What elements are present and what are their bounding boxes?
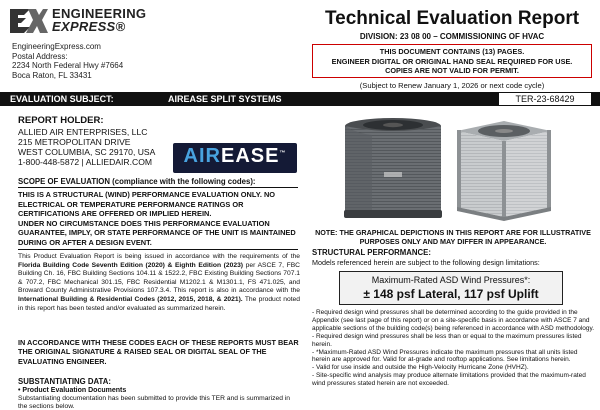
list-item: - Valid for use inside and outside the High-Velocity Hurricane Zone (HVHZ). (312, 364, 529, 372)
scope-structural-only: THIS IS A STRUCTURAL (WIND) PERFORMANCE EVALUATION ONLY. NO ELECTRICAL OR TEMPERATURE PERFORMANCE RATINGS OR CERTIFICATIONS ARE OFFERED OR IMPLIED HEREIN. (18, 190, 276, 219)
evaluation-subject-value: AIREASE SPLIT SYSTEMS (168, 94, 282, 104)
substantiating-bullet: • Product Evaluation Documents (18, 387, 127, 394)
scope-heading: SCOPE OF EVALUATION (compliance with the following codes): (18, 177, 256, 186)
scope-statements (18, 190, 300, 248)
permit-notice-box (312, 44, 592, 78)
scope-no-guarantee: UNDER NO CIRCUMSTANCE DOES THIS PERFORMANCE EVALUATION GUARANTEE, IMPLY, OR STATE PERFORMANCE OF THE UNIT IS MAINTAINED DURING OR AFTER A DESIGN EVENT. (18, 218, 296, 247)
substantiating-text: Substantiating documentation has been submitted to provide this TER and is summarized in the sections below. (18, 395, 290, 410)
code-compliance-paragraph: This Product Evaluation Report is being issued in accordance with the requirements of the Florida Building Code Seventh Edition (2020) & Eighth Edition (2023) per ASCE 7, FBC Building Ch. 16, FBC Building Sections 104.11 & 1522.2, FBC Existing Building Sections 707.1 & 707.2, FBC Mechanical 301.15, FBC Residential M1202.1 & M1301.1, FS 471.025, and Broward County Administrative Provisions 107.3.4. This report is also in accordance with the International Building & Residential Codes (2012, 2015, 2018, & 2021). The product noted in this report has been tested and/or evaluated as summarized herein. (18, 253, 300, 312)
evaluation-subject-label: EVALUATION SUBJECT: (10, 94, 114, 104)
holder-city: WEST COLUMBIA, SC 29170, USA (18, 147, 156, 157)
list-item: - Required design wind pressures shall be less than or equal to the maximum pressures listed herein. (312, 332, 582, 348)
report-holder-details (18, 127, 155, 167)
holder-contact: 1-800-448-5872 | ALLIEDAIR.COM (18, 157, 153, 167)
wind-pressure-box (339, 271, 563, 305)
notice-line-pages: THIS DOCUMENT CONTAINS (13) PAGES. (379, 47, 525, 56)
design-limitations-list (312, 309, 596, 388)
logo-wordmark-line1: ENGINEERING (52, 6, 147, 21)
structural-performance-heading: STRUCTURAL PERFORMANCE: (312, 248, 431, 257)
address-label: Postal Address: (12, 51, 68, 61)
wind-pressure-title: Maximum-Rated ASD Wind Pressures*: (371, 275, 531, 285)
illustration-disclaimer: NOTE: THE GRAPHICAL DEPICTIONS IN THIS REPORT ARE FOR ILLUSTRATIVE PURPOSES ONLY AND MAY DIFFER IN APPEARANCE. (315, 228, 591, 246)
company-address (12, 42, 123, 80)
substantiating-data-heading: SUBSTANTIATING DATA: (18, 377, 111, 386)
division-line: DIVISION: 23 08 00 – COMMISSIONING OF HVAC (359, 32, 545, 41)
ter-number: TER-23-68429 (498, 92, 592, 106)
condenser-unit-gray-image (449, 117, 559, 221)
page-title: Technical Evaluation Report (324, 8, 580, 29)
condenser-unit-dark-image (338, 114, 448, 222)
report-holder-heading: REPORT HOLDER: (18, 115, 104, 126)
body-divider (18, 249, 298, 250)
logo-wordmark-line2: EXPRESS® (52, 19, 126, 34)
holder-street: 215 METROPOLITAN DRIVE (18, 137, 131, 147)
address-street: 2234 North Federal Hwy #7664 (12, 61, 124, 70)
list-item: - *Maximum-Rated ASD Wind Pressures indicate the maximum pressures that all units listed herein are approved for. Valid for at-grade and rooftop applications. See limitations herein. (312, 348, 578, 364)
engineering-express-logo-icon (8, 6, 48, 36)
list-item: - Site-specific wind analysis may produce alternate limitations provided that the maximum-rated wind pressures stated herein are not exceeded. (312, 372, 586, 388)
notice-line-seal: ENGINEER DIGITAL OR ORIGINAL HAND SEAL REQUIRED FOR USE. (331, 56, 573, 66)
renewal-note: (Subject to Renew January 1, 2026 or next code cycle) (359, 81, 545, 90)
wind-pressure-value: ± 148 psf Lateral, 117 psf Uplift (363, 287, 539, 301)
holder-company: ALLIED AIR ENTERPRISES, LLC (18, 127, 148, 137)
company-website-link[interactable]: EngineeringExpress.com (12, 42, 101, 51)
structural-performance-intro: Models referenced herein are subject to the following design limitations: (312, 258, 540, 267)
scope-divider (18, 187, 298, 188)
seal-requirement: IN ACCORDANCE WITH THESE CODES EACH OF THESE REPORTS MUST BEAR THE ORIGINAL SIGNATURE & RAISED SEAL OR DIGITAL SEAL OF THE EVALUATING ENGINEER. (18, 338, 299, 366)
address-city: Boca Raton, FL 33431 (12, 70, 92, 80)
list-item: - Required design wind pressures shall be determined according to the guide provided in the Appendix (see last page of this report) or on a site-specific basis in accordance with ASCE 7 and applicable sections of the building code(s) being referenced in accordance with ASD methodology. (312, 309, 595, 332)
notice-line-copies: COPIES ARE NOT VALID FOR PERMIT. (385, 66, 519, 75)
airease-logo-text: AIREASE™ (183, 145, 287, 167)
